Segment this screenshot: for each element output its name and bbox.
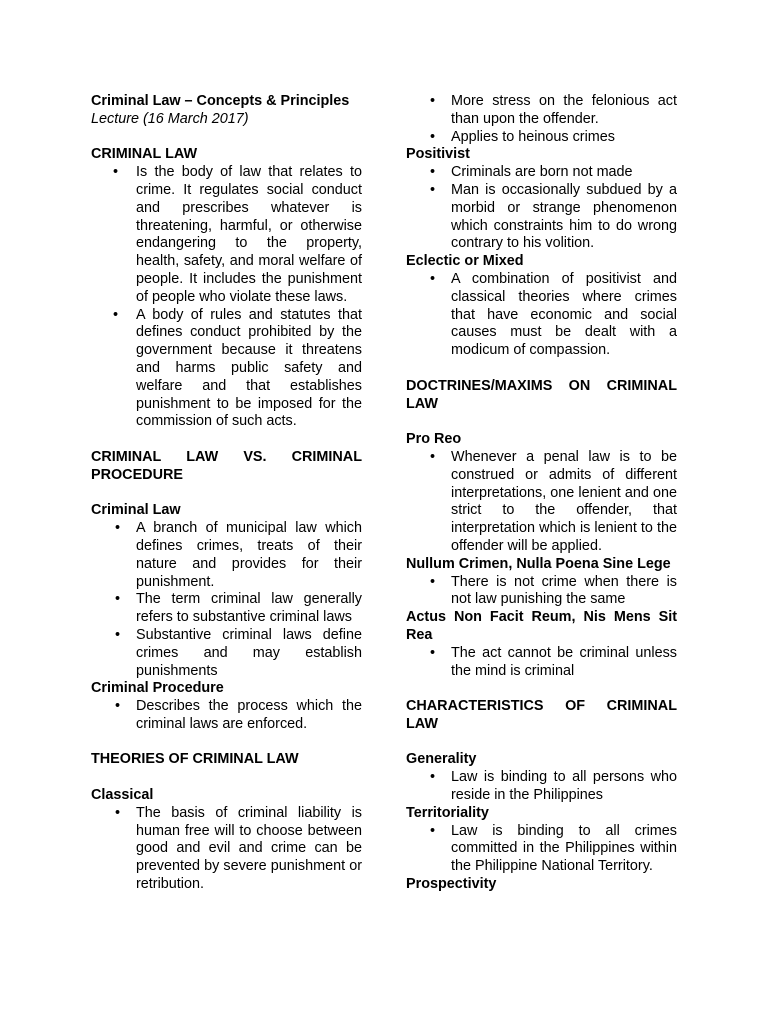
nullum-crimen-list (406, 574, 677, 610)
left-column (91, 93, 362, 894)
list-item: • Criminals are born not made (406, 164, 677, 182)
criminal-law-list (91, 164, 362, 431)
criminal-law-definition-list (91, 520, 362, 680)
classical-continued-list (406, 93, 677, 146)
subheading-nullum-crimen: Nullum Crimen, Nulla Poena Sine Lege (406, 555, 671, 572)
list-item: • Applies to heinous crimes (406, 129, 677, 147)
section-heading-criminal-law-vs-procedure: CRIMINAL LAW VS. CRIMINAL PROCEDURE (91, 448, 362, 483)
list-item: • Is the body of law that relates to crime. It regulates social conduct and prescribes whatever is threatening, harmful, or otherwise endangering to the property, health, safety, and moral welfare of people. It includes the punishment of people who violate these laws. (91, 164, 362, 306)
section-heading-criminal-law: CRIMINAL LAW (91, 146, 198, 163)
document-subtitle: Lecture (16 March 2017) (91, 110, 249, 127)
section-heading-characteristics: CHARACTERISTICS OF CRIMINAL LAW (406, 698, 677, 732)
subheading-actus-non-facit: Actus Non Facit Reum, Nis Mens Sit Rea (406, 609, 677, 643)
list-item: • A branch of municipal law which defines crimes, treats of their nature and provides for their punishment. (91, 520, 362, 591)
subheading-generality: Generality (406, 751, 477, 768)
list-item: • A combination of positivist and classical theories where crimes that have economic and social causes must be dealt with a modicum of compassion. (406, 271, 677, 360)
list-item: • Man is occasionally subdued by a morbid or strange phenomenon which constraints him to do wrong contrary to his volition. (406, 182, 677, 253)
subheading-territoriality: Territoriality (406, 804, 489, 821)
document-title: Criminal Law – Concepts & Principles (91, 93, 350, 109)
list-item: • Describes the process which the criminal laws are enforced. (91, 698, 362, 734)
list-item: • Law is binding to all persons who reside in the Philippines (406, 769, 677, 805)
section-heading-theories: THEORIES OF CRIMINAL LAW (91, 751, 299, 768)
list-item: • More stress on the felonious act than upon the offender. (406, 93, 677, 129)
actus-non-facit-list (406, 645, 677, 681)
eclectic-list (406, 271, 677, 360)
positivist-list (406, 164, 677, 253)
list-item: • There is not crime when there is not law punishing the same (406, 574, 677, 610)
generality-list (406, 769, 677, 805)
list-item: • The term criminal law generally refers to substantive criminal laws (91, 591, 362, 627)
section-heading-doctrines: DOCTRINES/MAXIMS ON CRIMINAL LAW (406, 377, 677, 412)
subheading-criminal-law: Criminal Law (91, 502, 181, 519)
subheading-eclectic: Eclectic or Mixed (406, 253, 524, 270)
subheading-criminal-procedure: Criminal Procedure (91, 680, 224, 697)
list-item: • The act cannot be criminal unless the mind is criminal (406, 645, 677, 681)
criminal-procedure-list (91, 698, 362, 734)
list-item: • The basis of criminal liability is human free will to choose between good and evil and crime can be prevented by severe punishment or retribution. (91, 805, 362, 894)
subheading-positivist: Positivist (406, 146, 470, 163)
list-item: • Substantive criminal laws define crimes and may establish punishments (91, 627, 362, 680)
classical-list (91, 805, 362, 894)
territoriality-list (406, 823, 677, 876)
pro-reo-list (406, 449, 677, 556)
subheading-classical: Classical (91, 787, 154, 804)
subheading-pro-reo: Pro Reo (406, 431, 462, 448)
right-column (406, 93, 677, 894)
list-item: • A body of rules and statutes that defines conduct prohibited by the government because it threatens and harms public safety and welfare and that establishes punishment to be imposed for the commission of such acts. (91, 307, 362, 432)
subheading-prospectivity: Prospectivity (406, 876, 497, 893)
list-item: • Law is binding to all crimes committed in the Philippines within the Philippine National Territory. (406, 823, 677, 876)
list-item: • Whenever a penal law is to be construed or admits of different interpretations, one lenient and one strict to the offender, that interpretation which is lenient to the offender will be applied. (406, 449, 677, 556)
